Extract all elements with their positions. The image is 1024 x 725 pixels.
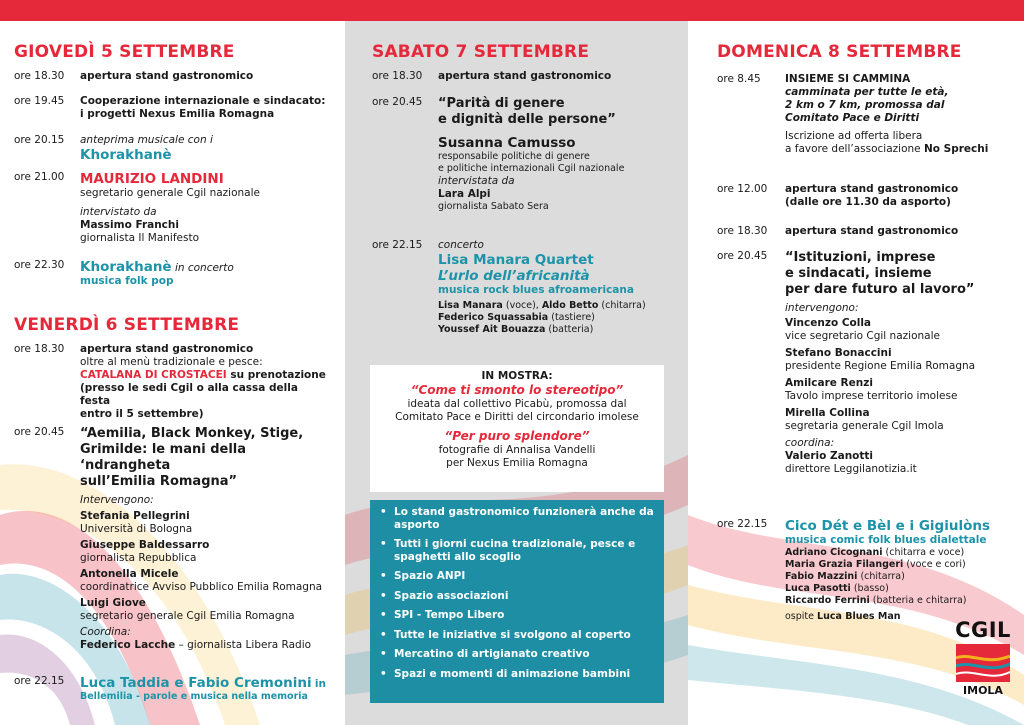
band-member: Maria Grazia Filangeri (voce e cori) <box>785 559 966 570</box>
event-time: ore 20.45 <box>372 96 423 108</box>
talk-title-line3: sull’Emilia Romagna” <box>80 474 238 489</box>
guest-label: ospite <box>785 611 815 622</box>
event-line: entro il 5 settembre) <box>80 408 204 420</box>
talk-title-line1: “Aemilia, Black Monkey, Stige, <box>80 426 304 441</box>
guest-name: Luca Blues Man <box>817 611 901 622</box>
speaker-role: vice segretario Cgil nazionale <box>785 330 940 342</box>
info-item: • Lo stand gastronomico funzionerà anche da asporto <box>380 506 656 531</box>
speaker-name: Luigi Giove <box>80 597 146 609</box>
band-member: Youssef Ait Bouazza (batteria) <box>438 324 594 335</box>
event-title: apertura stand gastronomico <box>80 343 254 355</box>
event-association: No Sprechi <box>923 143 989 155</box>
speaker-role: segretaria generale Cgil Imola <box>785 420 944 432</box>
speaker-name: Giuseppe Baldessarro <box>80 539 210 551</box>
event-suffix: in concerto <box>174 262 234 274</box>
speaker-name: Vincenzo Colla <box>785 317 872 329</box>
speaker-role: Università di Bologna <box>80 523 193 535</box>
logo-flag-icon <box>956 644 1010 682</box>
coordinator-name: Federico Lacche <box>80 639 176 651</box>
event-genre: musica rock blues afroamericana <box>438 284 634 296</box>
event-desc: 2 km o 7 km, promossa dal <box>785 99 945 111</box>
event-time: ore 22.15 <box>14 675 65 687</box>
event-time: ore 18.30 <box>14 70 65 82</box>
interviewer-name: Lara Alpi <box>438 188 491 200</box>
info-box <box>370 500 664 703</box>
exhibition-1-title: “Come ti smonto lo stereotipo” <box>410 383 624 397</box>
event-subtitle: Bellemilia - parole e musica nella memoria <box>80 691 308 702</box>
event-label: concerto <box>438 239 484 251</box>
band-member: Lisa Manara (voce), Aldo Betto (chitarra) <box>438 300 646 311</box>
exhibition-2-desc: fotografie di Annalisa Vandelli <box>438 444 596 456</box>
coordinator-label: Coordina: <box>80 626 131 638</box>
event-suffix: in <box>314 678 326 690</box>
event-line: (presso le sedi Cgil o alla cassa della festa <box>80 382 298 407</box>
exhibition-1-desc: ideata dal collettivo Picabù, promossa dal <box>407 398 627 410</box>
event-title: apertura stand gastronomico <box>80 70 254 82</box>
event-title-line1: Cooperazione internazionale e sindacato: <box>80 95 326 107</box>
exhibition-box <box>370 365 664 492</box>
band-member: Adriano Cicognani (chitarra e voce) <box>785 547 965 558</box>
band-member: Federico Squassabia (tastiere) <box>438 312 595 323</box>
talk-title-line1: “Parità di genere <box>438 96 565 111</box>
exhibition-2-title: “Per puro splendore” <box>444 429 590 443</box>
event-time: ore 21.00 <box>14 171 65 183</box>
event-genre: musica comic folk blues dialettale <box>785 534 987 546</box>
info-item: • SPI - Tempo Libero <box>380 609 656 622</box>
speaker-role-line1: responsabile politiche di genere <box>438 151 590 162</box>
event-time: ore 19.45 <box>14 95 65 107</box>
event-title: apertura stand gastronomico <box>785 183 959 195</box>
talk-title-line1: “Istituzioni, imprese <box>785 250 936 265</box>
speaker-name: Amilcare Renzi <box>785 377 873 389</box>
speaker-role: segretario generale Cgil nazionale <box>80 187 260 199</box>
event-time: ore 22.15 <box>372 239 423 251</box>
event-note: Iscrizione ad offerta libera <box>785 130 923 142</box>
event-time: ore 20.45 <box>14 426 65 438</box>
info-item: • Tutte le iniziative si svolgono al coperto <box>380 629 656 642</box>
coordinator-role: – giornalista Libera Radio <box>178 639 312 651</box>
speaker-name: Susanna Camusso <box>438 135 576 151</box>
exhibition-title: IN MOSTRA: <box>481 370 553 382</box>
interviewer-role: giornalista Il Manifesto <box>80 232 200 244</box>
day-heading-sunday: DOMENICA 8 SETTEMBRE <box>717 42 962 62</box>
event-time: ore 20.15 <box>14 134 65 146</box>
speaker-role: presidente Regione Emilia Romagna <box>785 360 976 372</box>
event-time: ore 20.45 <box>717 250 768 262</box>
event-artist: Khorakhanè <box>80 147 172 163</box>
interviewer-label: intervistato da <box>80 206 157 218</box>
event-subtitle: anteprima musicale con i <box>80 134 213 146</box>
speaker-name: Antonella Micele <box>80 568 179 580</box>
interviewer-role: giornalista Sabato Sera <box>438 201 549 212</box>
event-artist: Luca Taddia e Fabio Cremonini <box>80 675 312 691</box>
day-heading-thursday: GIOVEDÌ 5 SETTEMBRE <box>14 42 235 62</box>
coordinator-label: coordina: <box>785 437 835 449</box>
speaker-name: Mirella Collina <box>785 407 870 419</box>
info-item: • Mercatino di artigianato creativo <box>380 648 656 661</box>
speaker-role-line2: e politiche internazionali Cgil nazionale <box>438 163 625 174</box>
speakers-label: Intervengono: <box>80 494 154 506</box>
speakers-label: intervengono: <box>785 302 859 314</box>
interviewer-label: intervistata da <box>438 175 515 187</box>
event-time: ore 18.30 <box>14 343 65 355</box>
coordinator-role: direttore Leggilanotizia.it <box>785 463 917 475</box>
event-artist: Cico Dét e Bèl e i Gigiulòns <box>785 518 990 534</box>
day-heading-friday: VENERDÌ 6 SETTEMBRE <box>14 315 240 335</box>
day-heading-saturday: SABATO 7 SETTEMBRE <box>372 42 590 62</box>
band-member: Luca Pasotti (basso) <box>785 583 889 594</box>
event-note: a favore dell’associazione <box>785 143 921 155</box>
info-item: • Spazio associazioni <box>380 590 656 603</box>
event-title: INSIEME SI CAMMINA <box>785 73 911 85</box>
cgil-logo <box>950 618 1016 700</box>
talk-title-line3: per dare futuro al lavoro” <box>785 282 975 297</box>
event-title: apertura stand gastronomico <box>438 70 612 82</box>
exhibition-2-desc: per Nexus Emilia Romagna <box>446 457 588 469</box>
event-desc: Comitato Pace e Diritti <box>785 112 920 124</box>
info-list <box>380 506 656 680</box>
logo-text: CGIL <box>955 618 1011 642</box>
event-highlight-suffix: su prenotazione <box>230 369 326 381</box>
talk-title-line2: e sindacati, insieme <box>785 266 932 281</box>
speaker-role: Tavolo imprese territorio imolese <box>785 390 958 402</box>
event-line: oltre al menù tradizionale e pesce: <box>80 356 263 368</box>
event-time: ore 8.45 <box>717 73 761 85</box>
event-subtitle: (dalle ore 11.30 da asporto) <box>785 196 951 208</box>
event-album: L’urlo dell’africanità <box>438 268 590 284</box>
talk-title-line2: Grimilde: le mani della ‘ndrangheta <box>80 442 247 473</box>
info-item: • Spazi e momenti di animazione bambini <box>380 668 656 681</box>
event-time: ore 18.30 <box>372 70 423 82</box>
event-genre: musica folk pop <box>80 275 174 287</box>
event-artist: Khorakhanè <box>80 259 172 275</box>
coordinator-name: Valerio Zanotti <box>785 450 874 462</box>
band-member: Riccardo Ferrini (batteria e chitarra) <box>785 595 967 606</box>
speaker-name: Stefano Bonaccini <box>785 347 892 359</box>
event-highlight: CATALANA DI CROSTACEI <box>80 369 227 381</box>
info-item: • Spazio ANPI <box>380 570 656 583</box>
talk-title-line2: e dignità delle persone” <box>438 112 616 127</box>
event-artist: Lisa Manara Quartet <box>438 252 594 268</box>
exhibition-1-desc: Comitato Pace e Diritti del circondario imolese <box>395 411 639 423</box>
speaker-role: segretario generale Cgil Emilia Romagna <box>80 610 295 622</box>
info-item: • Tutti i giorni cucina tradizionale, pesce e spaghetti allo scoglio <box>380 538 656 563</box>
speaker-name: MAURIZIO LANDINI <box>80 171 224 187</box>
event-time: ore 22.15 <box>717 518 768 530</box>
speaker-role: giornalista Repubblica <box>80 552 197 564</box>
event-time: ore 18.30 <box>717 225 768 237</box>
event-title: apertura stand gastronomico <box>785 225 959 237</box>
column-friday-thursday <box>0 21 345 725</box>
event-title-line2: i progetti Nexus Emilia Romagna <box>80 108 275 120</box>
speaker-role: coordinatrice Avviso Pubblico Emilia Romagna <box>80 581 323 593</box>
event-desc: camminata per tutte le età, <box>785 86 949 98</box>
event-time: ore 12.00 <box>717 183 768 195</box>
logo-city: IMOLA <box>963 684 1003 697</box>
top-red-bar <box>0 0 1024 21</box>
speaker-name: Stefania Pellegrini <box>80 510 190 522</box>
event-time: ore 22.30 <box>14 259 65 271</box>
band-member: Fabio Mazzini (chitarra) <box>785 571 905 582</box>
interviewer-name: Massimo Franchi <box>80 219 179 231</box>
